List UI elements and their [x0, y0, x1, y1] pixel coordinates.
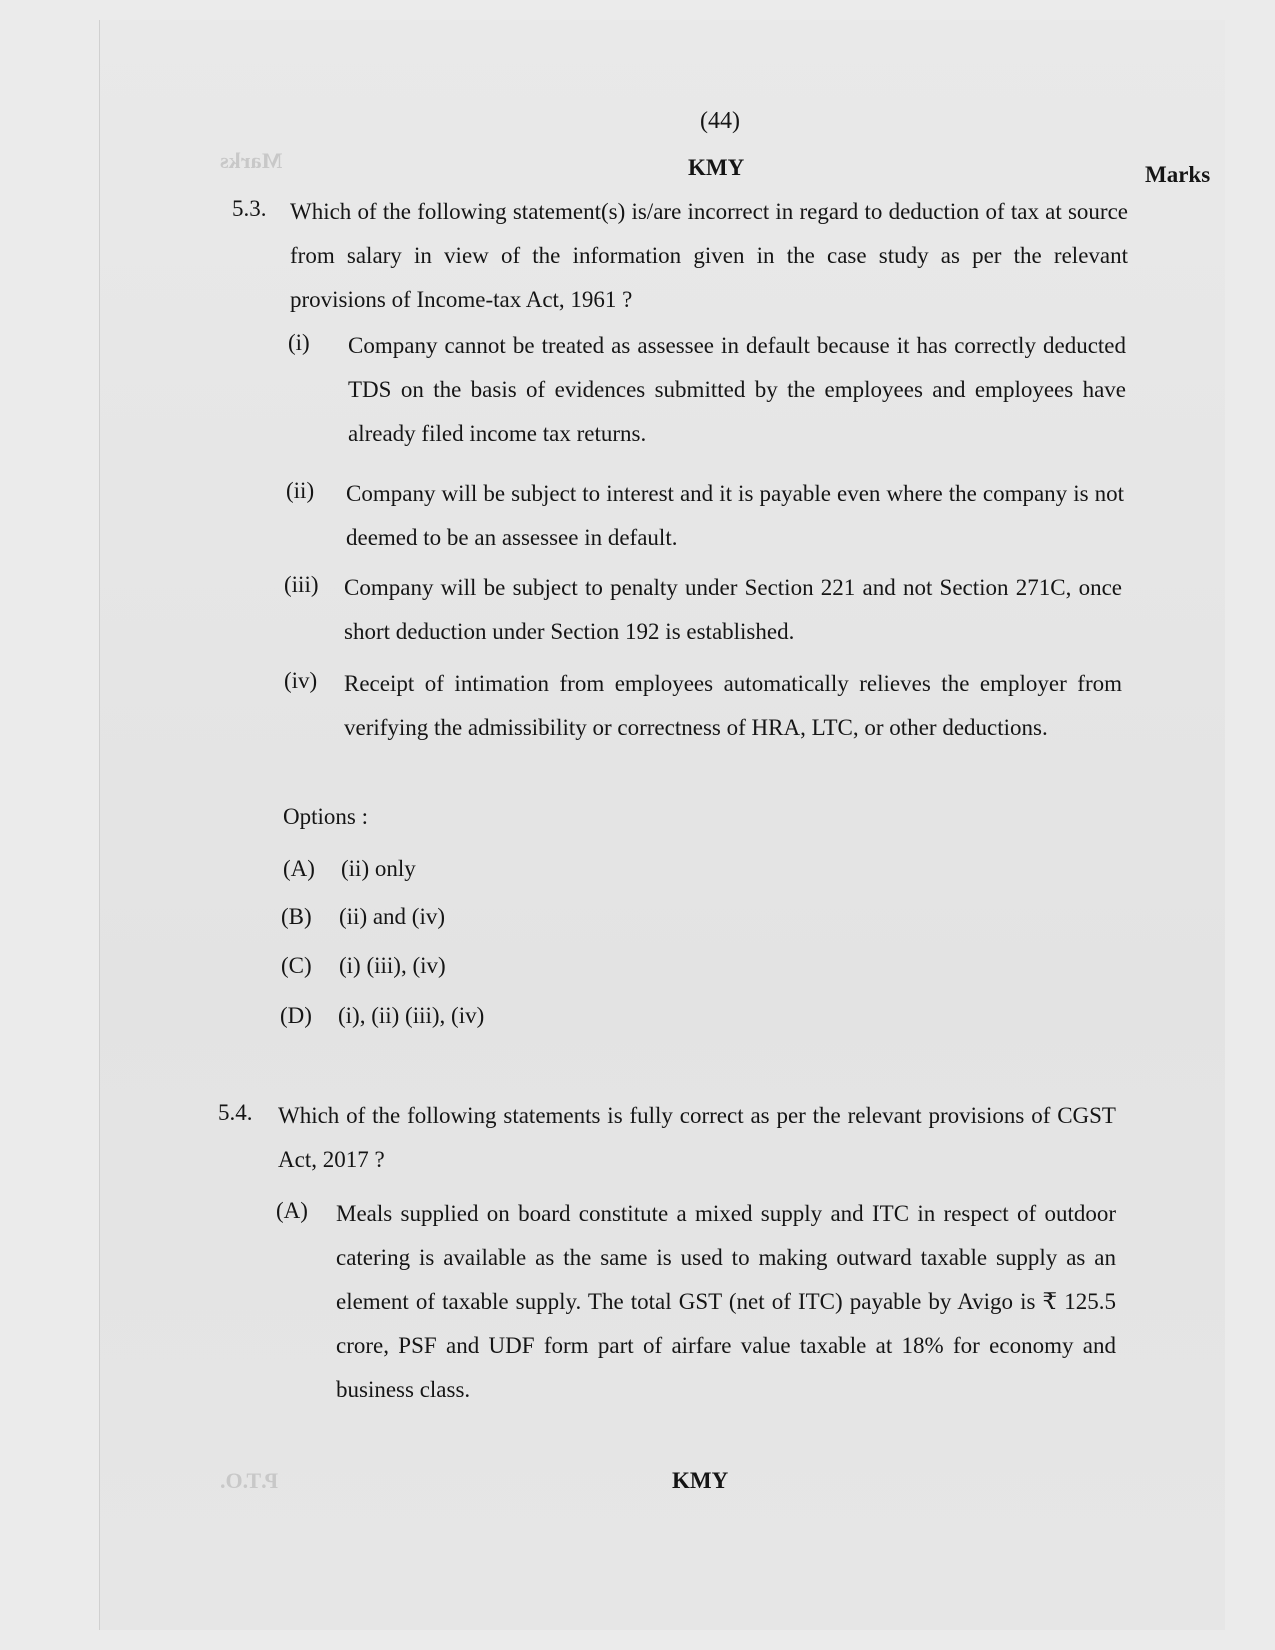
- option-text: (i) (iii), (iv): [339, 953, 446, 978]
- option-text: (ii) only: [341, 856, 416, 881]
- question-number-5-3: 5.3.: [232, 196, 267, 221]
- question-number-5-4: 5.4.: [218, 1100, 253, 1125]
- statement-text: Company will be subject to penalty under Section 221 and not Section 271C, once short deduction under Section 192 is established.: [344, 575, 1122, 644]
- statement-label: (iv): [284, 668, 318, 693]
- option-label: (A): [283, 856, 315, 881]
- options-heading: Options :: [283, 804, 368, 829]
- option-text: Meals supplied on board constitute a mixed supply and ITC in respect of outdoor catering is available as the same is used to making outward taxable supply as an element of taxable supply. The total GST (net of ITC) payable by Avigo is ₹ 125.5 crore, PSF and UDF form part of airfare value taxable at 18% for economy and business class.: [336, 1201, 1116, 1402]
- option-text: (ii) and (iv): [339, 904, 446, 929]
- bleed-through-marks: Marks: [220, 148, 283, 173]
- marks-heading: Marks: [1145, 162, 1211, 187]
- option-label: (A): [276, 1198, 308, 1223]
- question-text-5-4: Which of the following statements is fully correct as per the relevant provisions of CGST Act, 2017 ?: [278, 1103, 1116, 1172]
- page-number: (44): [700, 108, 740, 134]
- footer-paper-code: KMY: [672, 1468, 729, 1493]
- statement-label: (ii): [286, 478, 315, 503]
- statement-label: (i): [288, 330, 310, 355]
- header-paper-code: KMY: [688, 155, 745, 180]
- statement-text: Receipt of intimation from employees automatically relieves the employer from verifying the admissibility or correctness of HRA, LTC, or other deductions.: [344, 671, 1122, 740]
- statement-text: Company cannot be treated as assessee in default because it has correctly deducted TDS on the basis of evidences submitted by the employees and employees have already filed income tax returns.: [348, 333, 1126, 446]
- option-label: (C): [281, 953, 312, 978]
- option-text: (i), (ii) (iii), (iv): [338, 1003, 485, 1028]
- option-label: (B): [281, 904, 312, 929]
- option-label: (D): [280, 1003, 312, 1028]
- question-text-5-3: Which of the following statement(s) is/are incorrect in regard to deduction of tax at source from salary in view of the information given in the case study as per the relevant provisions of Income-tax Act, 1961 ?: [290, 199, 1128, 312]
- statement-label: (iii): [284, 572, 319, 597]
- bleed-through-pto: P.T.O.: [220, 1468, 279, 1493]
- statement-text: Company will be subject to interest and it is payable even where the company is not deemed to be an assessee in default.: [346, 481, 1124, 550]
